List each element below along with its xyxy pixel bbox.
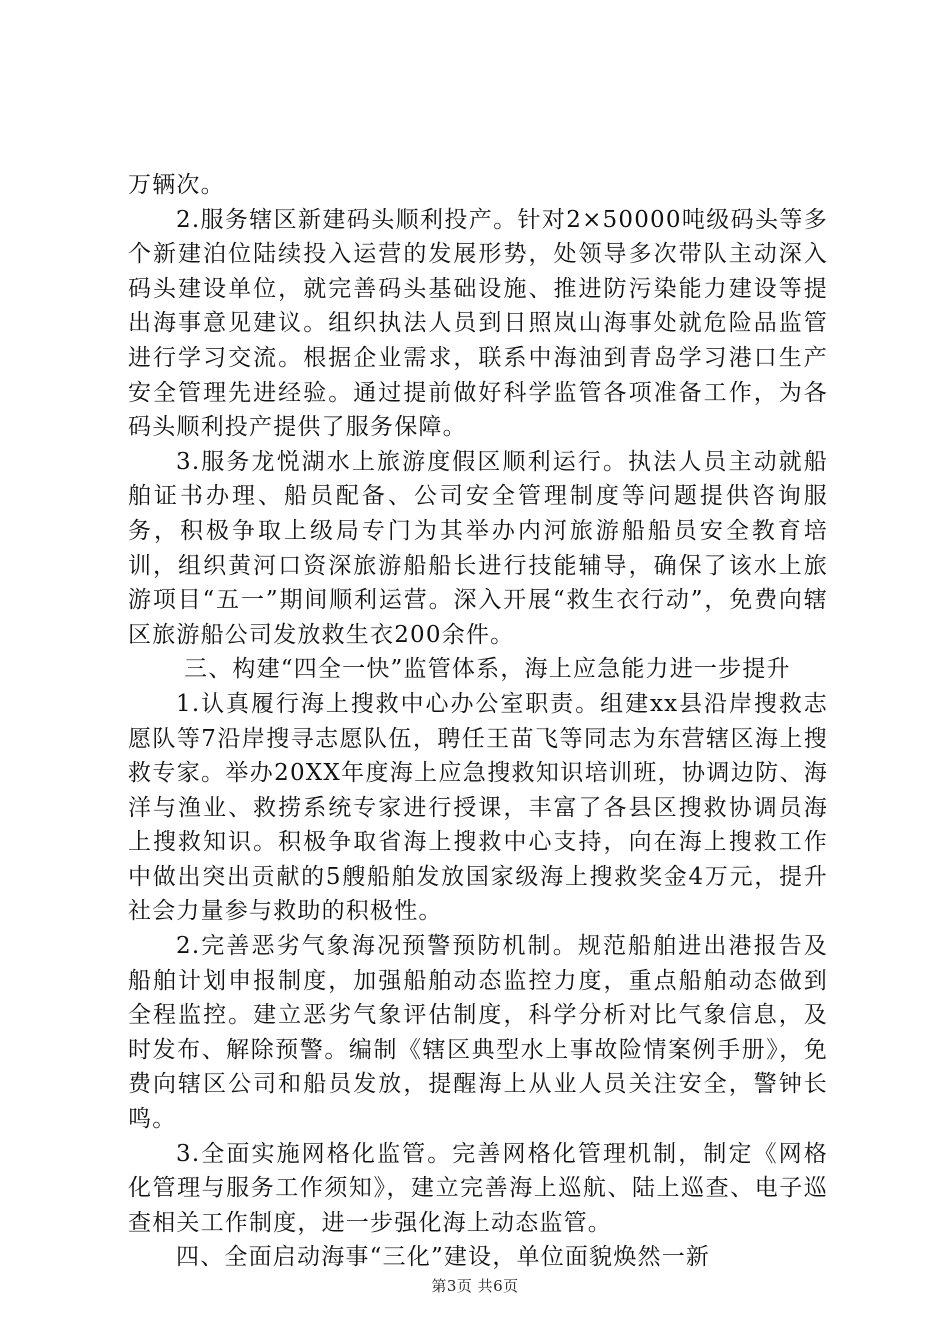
page-footer: 第3页 共6页 [431, 1277, 519, 1295]
section-heading-three: 三、构建“四全一快”监管体系，海上应急能力进一步提升 [184, 656, 791, 683]
paragraph-grid-supervision: 3.全面实施网格化监管。完善网格化管理机制，制定《网格化管理与服务工作须知》，建立完善海上巡航、陆上巡查、电子巡查相关工作制度，进一步强化海上动态监管。 [128, 1140, 828, 1236]
paragraph-search-rescue: 1.认真履行海上搜救中心办公室职责。组建xx县沿岸搜救志愿队等7沿岸搜寻志愿队伍，聘任王苗飞等同志为东营辖区海上搜救专家。举办20XX年度海上应急搜救知识培训班，协调边防、海洋与渔业、救捞系统专家进行授课，丰富了各县区搜救协调员海上搜救知识。积极争取省海上搜救中心支持，向在海上搜救工作中做出突出贡献的5艘船舶发放国家级海上搜救奖金4万元，提升社会力量参与救助的积极性。 [128, 690, 828, 925]
document-body [128, 168, 828, 1275]
paragraph-continuation: 万辆次。 [128, 172, 225, 198]
section-heading-four: 四、全面启动海事“三化”建设，单位面貌焕然一新 [176, 1244, 711, 1271]
paragraph-tourism-resort: 3.服务龙悦湖水上旅游度假区顺利运行。执法人员主动就船舶证书办理、船员配备、公司安全管理制度等问题提供咨询服务，积极争取上级局专门为其举办内河旅游船船员安全教育培训，组织黄河口资深旅游船船长进行技能辅导，确保了该水上旅游项目“五一”期间顺利运营。深入开展“救生衣行动”，免费向辖区旅游船公司发放救生衣200余件。 [128, 448, 828, 648]
paragraph-weather-warning: 2.完善恶劣气象海况预警预防机制。规范船舶进出港报告及船舶计划申报制度，加强船舶动态监控力度，重点船舶动态做到全程监控。建立恶劣气象评估制度，科学分析对比气象信息，及时发布、解除预警。编制《辖区典型水上事故险情案例手册》，免费向辖区公司和船员发放，提醒海上从业人员关注安全，警钟长鸣。 [128, 933, 828, 1133]
paragraph-new-wharf: 2.服务辖区新建码头顺利投产。针对2×50000吨级码头等多个新建泊位陆续投入运营的发展形势，处领导多次带队主动深入码头建设单位，就完善码头基础设施、推进防污染能力建设等提出海事意见建议。组织执法人员到日照岚山海事处就危险品监管进行学习交流。根据企业需求，联系中海油到青岛学习港口生产安全管理先进经验。通过提前做好科学监管各项准备工作，为各码头顺利投产提供了服务保障。 [128, 206, 828, 441]
